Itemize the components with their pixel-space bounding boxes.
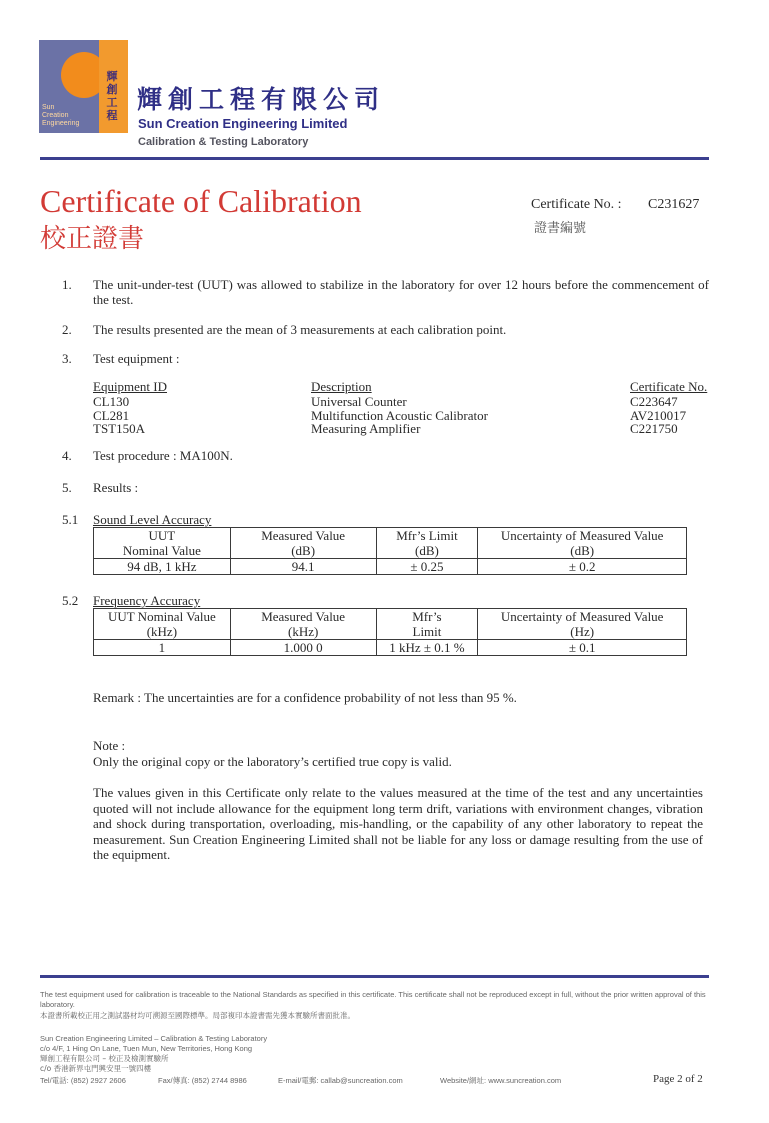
equipment-certificate-column [630, 379, 707, 436]
equipment-description-header: Description [311, 379, 372, 394]
traceability-statement: The test equipment used for calibration is traceable to the National Standards as specified in this certificate. This certificate shall not be reproduced except in full, without the prior written approval of this laboratory. [40, 990, 706, 1009]
item-text: Results : [93, 480, 139, 495]
certificate-number-label-chinese: 證書編號 [534, 221, 587, 236]
certificate-title-chinese: 校正證書 [40, 224, 145, 254]
note-label: Note : [93, 738, 126, 753]
sound-level-table [93, 527, 687, 575]
page-number: Page 2 of 2 [653, 1073, 703, 1085]
table-header-cell: Measured Value (dB) [230, 528, 376, 559]
table-header-cell: Uncertainty of Measured Value (Hz) [478, 609, 687, 640]
certificate-number: C231627 [648, 197, 700, 212]
logo-chinese-text: 輝創工程 [106, 70, 118, 122]
section-number: 5.1 [62, 512, 79, 527]
equipment-id: TST150A [93, 421, 145, 436]
table-header-cell: Measured Value (kHz) [230, 609, 376, 640]
table-cell: ± 0.1 [478, 640, 687, 656]
table-header-cell: Uncertainty of Measured Value (dB) [478, 528, 687, 559]
section-title: Sound Level Accuracy [93, 512, 212, 527]
telephone: Tel/電話: (852) 2927 2606 [40, 1076, 126, 1085]
section-title: Frequency Accuracy [93, 593, 201, 608]
item-number: 5. [62, 480, 72, 495]
table-cell: 1 kHz ± 0.1 % [376, 640, 478, 656]
table-row [94, 640, 687, 656]
email-link[interactable]: E-mail/電郵: callab@suncreation.com [278, 1076, 403, 1085]
company-logo [39, 40, 128, 133]
equipment-id: CL281 [93, 407, 130, 423]
address-line: Sun Creation Engineering Limited – Calibration & Testing Laboratory [40, 1034, 268, 1043]
item-text: The unit-under-test (UUT) was allowed to stabilize in the laboratory for over 12 hours before the commencement of the test. [93, 277, 709, 307]
website-link[interactable]: Website/網址: www.suncreation.com [440, 1076, 562, 1085]
item-number: 4. [62, 448, 72, 463]
fax: Fax/傳真: (852) 2744 8986 [158, 1076, 247, 1085]
address-line-chinese: c/o 香港新界屯門興安里一號四樓 [40, 1064, 152, 1073]
equipment-description-column [311, 379, 488, 436]
table-header-cell: UUT Nominal Value (kHz) [94, 609, 231, 640]
table-cell: 1.000 0 [230, 640, 376, 656]
remark: Remark : The uncertainties are for a confidence probability of not less than 95 %. [93, 690, 517, 705]
note-text: Only the original copy or the laboratory’s certified true copy is valid. [93, 754, 452, 769]
disclaimer: The values given in this Certificate only relate to the values measured at the time of the test and any uncertainties quoted will not include allowance for the equipment long term drift, variations with environment changes, vibration and shock during transportation, overloading, mis-handling, or the capability of any other laboratory to repeat the measurement. Sun Creation Engineering Limited shall not be liable for any loss or damage resulting from the use of the equipment. [93, 785, 703, 862]
company-name-english: Sun Creation Engineering Limited [138, 116, 348, 131]
table-row [94, 559, 687, 575]
item-number: 2. [62, 322, 72, 337]
address-line: c/o 4/F, 1 Hing On Lane, Tuen Mun, New Territories, Hong Kong [40, 1044, 253, 1053]
equipment-certificate: C221750 [630, 421, 678, 436]
item-text: Test equipment : [93, 351, 180, 366]
equipment-description: Multifunction Acoustic Calibrator [311, 407, 488, 423]
equipment-certificate-header: Certificate No. [630, 379, 708, 394]
frequency-table [93, 608, 687, 656]
equipment-certificate: C223647 [630, 394, 678, 409]
equipment-certificate: AV210017 [630, 407, 687, 423]
table-cell: ± 0.2 [478, 559, 687, 575]
header-divider [40, 157, 709, 160]
table-cell: 1 [94, 640, 231, 656]
item-number: 1. [62, 277, 72, 292]
logo-english-text: Sun Creation Engineering [42, 104, 80, 127]
item-number: 3. [62, 351, 72, 366]
table-header-row [94, 528, 687, 559]
traceability-statement-chinese: 本證書所載校正用之測試器材均可溯源至國際標準。局部複印本證書需先獲本實驗所書面批准。 [40, 1011, 355, 1020]
table-header-cell: Mfr’s Limit (dB) [376, 528, 478, 559]
table-header-cell: Mfr’s Limit [376, 609, 478, 640]
address-line-chinese: 輝創工程有限公司 – 校正及檢測實驗所 [40, 1054, 169, 1063]
table-header-row [94, 609, 687, 640]
company-name-chinese: 輝創工程有限公司 [137, 85, 386, 114]
equipment-id-column [93, 379, 167, 436]
table-header-cell: UUT Nominal Value [94, 528, 231, 559]
table-cell: 94.1 [230, 559, 376, 575]
equipment-id: CL130 [93, 394, 130, 409]
table-cell: ± 0.25 [376, 559, 478, 575]
certificate-title: Certificate of Calibration [40, 183, 362, 219]
company-subtitle: Calibration & Testing Laboratory [138, 136, 309, 148]
equipment-description: Measuring Amplifier [311, 421, 421, 436]
equipment-id-header: Equipment ID [93, 379, 168, 394]
footer-divider [40, 975, 709, 978]
item-text: The results presented are the mean of 3 measurements at each calibration point. [93, 322, 507, 337]
equipment-description: Universal Counter [311, 394, 407, 409]
table-cell: 94 dB, 1 kHz [94, 559, 231, 575]
section-number: 5.2 [62, 593, 79, 608]
certificate-number-label: Certificate No. : [531, 197, 622, 212]
item-text: Test procedure : MA100N. [93, 448, 233, 463]
